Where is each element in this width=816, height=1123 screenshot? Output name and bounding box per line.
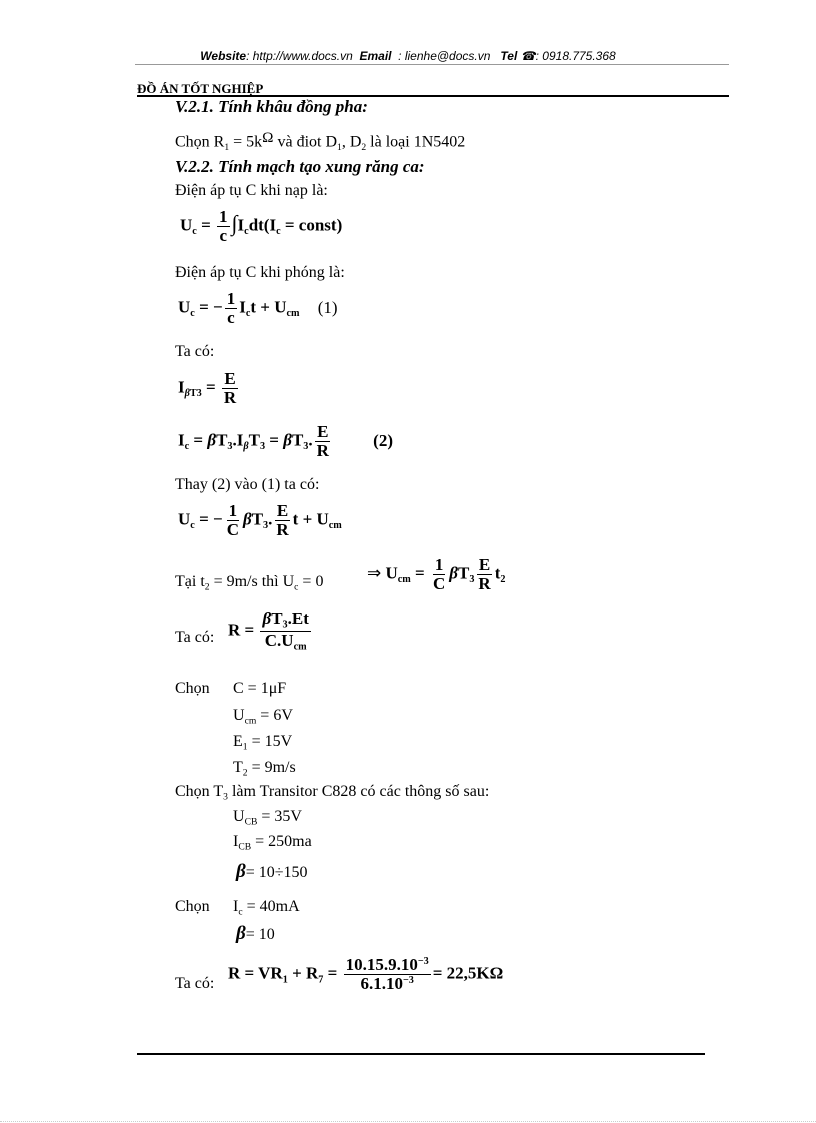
e1-value: $E_1 = 15V$ [233, 733, 293, 753]
at-t2-line: Tại $t_2 = 9m/s$ thì $U_c = 0$ [175, 573, 324, 593]
phone-icon: ☎ [520, 49, 536, 63]
beta-value: β= 10 [236, 923, 275, 944]
choose-label-2: Chọn [175, 898, 210, 915]
ic-value: $I_c = 40mA$ [233, 898, 300, 918]
equation-final: $R = VR_1 + R_7$ = $\frac{10.15.9.10^{-3}}{6.1.10^{-3}}$ = 22,5KΩ [228, 955, 504, 993]
discharge-text: Điện áp tụ C khi phóng là: [175, 264, 345, 281]
taco-2: Ta có: [175, 629, 215, 646]
equation-ucm: ⇒ $U_{cm}$ = $\frac{1}{C}$ $\beta T_3$ $\frac{E}{R}$ $t_2$ [367, 555, 506, 593]
t2-value: $T_2 = 9m/s$ [233, 759, 296, 779]
website-header [0, 49, 816, 63]
tel-number: : 0918.775.368 [535, 49, 616, 63]
website-url: : http://www.docs.vn [246, 49, 353, 63]
equation-combined: $U_c$ = − $\frac{1}{C}$ $\beta T_3$. $\frac{E}{R}$ $t + U_{cm}$ [178, 501, 342, 539]
section-heading-2: V.2.2. Tính mạch tạo xung răng ca: [175, 157, 425, 176]
email-address: : lienhe@docs.vn [398, 49, 491, 63]
ucm-value: $U_{cm} = 6V$ [233, 707, 293, 727]
page-edge [0, 1121, 816, 1122]
substitute-text: Thay (2) vào (1) ta có: [175, 476, 320, 493]
equation-discharge: $U_c$ = − $\frac{1}{c}$ $I_ct + U_{cm}$ (1) [178, 289, 338, 327]
equation-2: $I_c = \beta T_3.I_\beta T_3 = \beta T_3$. $\frac{E}{R}$ (2) [178, 422, 393, 460]
choose-r1-line: Chọn $R_1 = 5k^\Omega$ và điot $D_1$, $D_2$ là loại 1N5402 [175, 129, 466, 153]
choose-label-1: Chọn [175, 680, 210, 697]
ice-value: $I_{CB} = 250ma$ [233, 833, 312, 853]
uce-value: $U_{CB} = 35V$ [233, 808, 302, 828]
taco-3: Ta có: [175, 975, 215, 992]
charge-text: Điện áp tụ C khi nạp là: [175, 182, 328, 199]
equation-charge: $U_c$ = $\frac{1}{c}$ $\int I_cdt(I_c$ = const) [180, 207, 343, 245]
choose-t3-line: Chọn $T_3$ làm Transitor C828 có các thông số sau: [175, 783, 490, 803]
section-heading-1: V.2.1. Tính khâu đồng pha: [175, 97, 368, 116]
email-label: Email [359, 49, 392, 63]
equation-ibt3: $I_{\beta T3}$ = $\frac{E}{R}$ [178, 369, 237, 407]
equation-r: R = $\frac{\beta T_3.Et}{C.U_{cm}}$ [228, 609, 309, 653]
footer-rule [137, 1053, 705, 1055]
tel-label: Tel [500, 49, 518, 63]
website-label: Website [200, 49, 247, 63]
c-value: C = 1μF [233, 680, 287, 697]
taco-1: Ta có: [175, 343, 215, 360]
beta-range: β= 10÷150 [236, 861, 308, 882]
document-title: ĐỒ ÁN TỐT NGHIỆP [137, 81, 264, 96]
header-rule [135, 64, 729, 65]
